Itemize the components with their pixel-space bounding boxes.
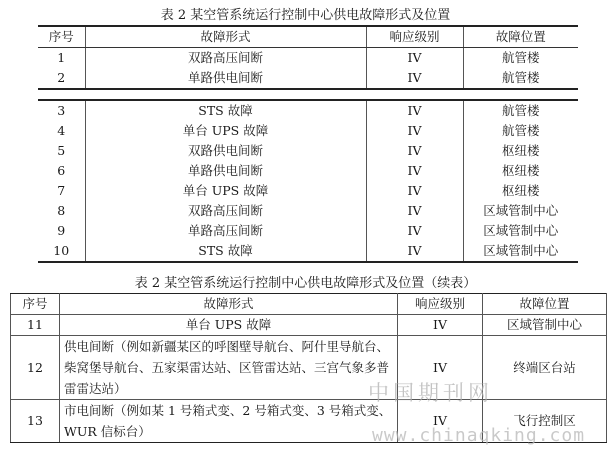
cell-fault-form: 双路高压间断 xyxy=(85,201,366,221)
cell-index: 8 xyxy=(57,203,66,218)
cell-index: 3 xyxy=(38,100,85,121)
cell-response-level: IV xyxy=(398,400,483,443)
cell-fault-form: 双路高压间断 xyxy=(85,48,366,69)
table-row xyxy=(38,48,578,69)
table-row xyxy=(38,201,578,221)
table-row xyxy=(11,315,607,336)
table1-caption: 表 2 某空管系统运行控制中心供电故障形式及位置 xyxy=(160,8,451,23)
cell-index: 4 xyxy=(57,123,66,138)
cell-fault-form: 单台 UPS 故障 xyxy=(85,121,366,141)
cell-fault-location: 航管楼 xyxy=(463,121,578,141)
header-fault-form: 故障形式 xyxy=(60,294,398,315)
cell-fault-location: 区域管制中心 xyxy=(463,201,578,221)
table-row xyxy=(38,68,578,89)
cell-response-level: IV xyxy=(398,315,483,336)
cell-fault-form: STS 故障 xyxy=(85,100,366,121)
cell-fault-form: 单路高压间断 xyxy=(85,221,366,241)
cell-fault-location: 航管楼 xyxy=(463,68,578,89)
table2-caption: 表 2 某空管系统运行控制中心供电故障形式及位置（续表） xyxy=(134,276,477,291)
cell-index: 1 xyxy=(57,50,66,65)
cell-fault-form: 单路供电间断 xyxy=(85,68,366,89)
cell-fault-location: 枢纽楼 xyxy=(463,161,578,181)
table-row xyxy=(38,221,578,241)
table-row xyxy=(38,141,578,161)
cell-index: 12 xyxy=(11,336,60,400)
table-row xyxy=(38,161,578,181)
cell-fault-location: 枢纽楼 xyxy=(463,141,578,161)
header-index: 序号 xyxy=(38,26,85,48)
cell-response-level: IV xyxy=(366,221,463,241)
watermark-url: www.chinaqking.com xyxy=(372,425,586,446)
cell-response-level: IV xyxy=(366,161,463,181)
fault-table-1 xyxy=(38,25,578,90)
cell-fault-form: 单台 UPS 故障 xyxy=(85,181,366,201)
cell-fault-location: 区域管制中心 xyxy=(463,241,578,262)
cell-response-level: IV xyxy=(366,48,463,69)
cell-index: 11 xyxy=(11,315,60,336)
cell-fault-location: 飞行控制区 xyxy=(483,400,607,443)
table-row xyxy=(38,100,578,121)
watermark-cn: 中国期刊网 xyxy=(368,381,493,405)
cell-response-level: IV xyxy=(366,68,463,89)
cell-fault-form: STS 故障 xyxy=(85,241,366,262)
fault-table-2 xyxy=(10,293,607,443)
table-row xyxy=(38,121,578,141)
cell-fault-location: 航管楼 xyxy=(463,48,578,69)
cell-response-level: IV xyxy=(366,121,463,141)
cell-response-level: IV xyxy=(398,336,483,400)
cell-index: 5 xyxy=(57,143,66,158)
header-fault-location: 故障位置 xyxy=(483,294,607,315)
cell-response-level: IV xyxy=(366,241,463,262)
cell-index: 13 xyxy=(11,400,60,443)
cell-index: 10 xyxy=(38,241,85,262)
cell-fault-location: 区域管制中心 xyxy=(463,221,578,241)
cell-response-level: IV xyxy=(366,201,463,221)
cell-index: 9 xyxy=(57,223,66,238)
table-break-gap xyxy=(38,91,578,99)
cell-fault-form: 单路供电间断 xyxy=(85,161,366,181)
header-response-level: 响应级别 xyxy=(366,26,463,48)
table2-header-row xyxy=(11,294,607,315)
header-index: 序号 xyxy=(11,294,60,315)
cell-response-level: IV xyxy=(366,141,463,161)
header-fault-form: 故障形式 xyxy=(85,26,366,48)
cell-response-level: IV xyxy=(366,100,463,121)
cell-fault-form: 供电间断（例如新疆某区的呼图壁导航台、阿什里导航台、柴窝堡导航台、五家渠雷达站、区管雷达站、三宫气象多普雷雷达站） xyxy=(60,336,398,400)
cell-fault-location: 区域管制中心 xyxy=(483,315,607,336)
cell-fault-location: 终端区台站 xyxy=(483,336,607,400)
cell-fault-form: 市电间断（例如某 1 号箱式变、2 号箱式变、3 号箱式变、WUR 信标台） xyxy=(60,400,398,443)
fault-table-1-continued xyxy=(38,99,578,263)
cell-fault-form: 单台 UPS 故障 xyxy=(60,315,398,336)
cell-index: 6 xyxy=(57,163,66,178)
header-response-level: 响应级别 xyxy=(398,294,483,315)
cell-index: 7 xyxy=(57,183,66,198)
table-row xyxy=(11,336,607,400)
header-fault-location: 故障位置 xyxy=(463,26,578,48)
cell-fault-location: 航管楼 xyxy=(463,100,578,121)
cell-fault-form: 双路供电间断 xyxy=(85,141,366,161)
table-row xyxy=(38,181,578,201)
cell-index: 2 xyxy=(38,68,85,89)
cell-fault-location: 枢纽楼 xyxy=(463,181,578,201)
cell-response-level: IV xyxy=(366,181,463,201)
table-row xyxy=(38,241,578,262)
table1-header-row xyxy=(38,26,578,48)
